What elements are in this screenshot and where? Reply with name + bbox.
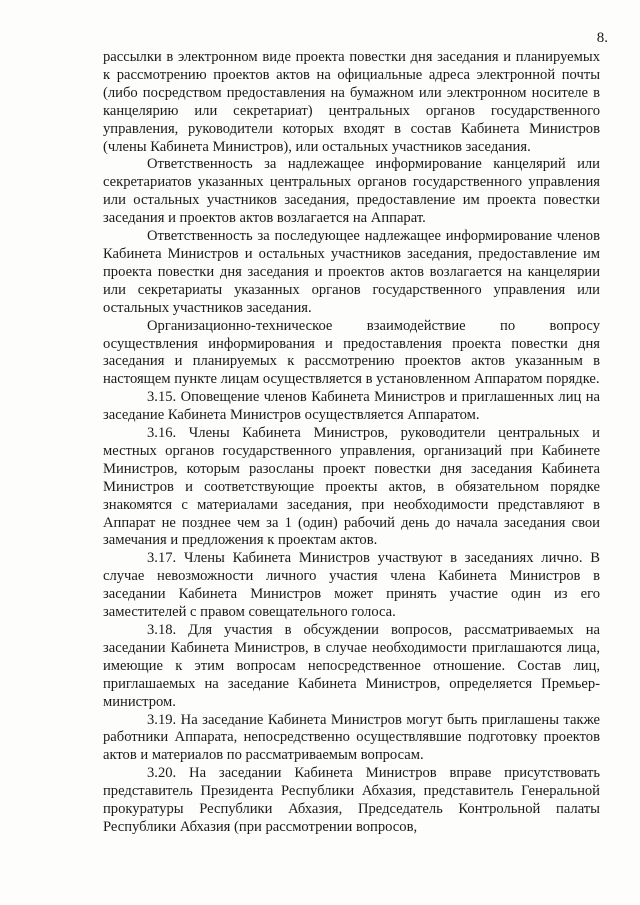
paragraph-3-17: 3.17. Члены Кабинета Министров участвуют в заседаниях лично. В случае невозможности личного участия члена Кабинета Министров в заседании Кабинета Министров может принять участие один из его заместителей с правом совещательного голоса. (103, 550, 600, 621)
paragraph-responsibility-informing: Ответственность за надлежащее информирование канцелярий или секретариатов указанных центральных органов государственного управления или остальных участников заседания, предоставление им проекта повестки заседания и проектов актов возлагается на Аппарат. (103, 156, 600, 227)
paragraph-responsibility-subsequent: Ответственность за последующее надлежащее информирование членов Кабинета Министров и остальных участников заседания, предоставление им проекта повестки дня заседания и проектов актов возлагается на канцелярии или секретариаты указанных органов государственного управления или остальных участников заседания. (103, 228, 600, 316)
paragraph-3-20: 3.20. На заседании Кабинета Министров вправе присутствовать представитель Президента Республики Абхазия, представитель Генеральной прокуратуры Республики Абхазия, Председатель Контрольной палаты Республики Абхазия (при рассмотрении вопросов, (103, 765, 600, 835)
paragraph-3-15: 3.15. Оповещение членов Кабинета Министров и приглашенных лиц на заседание Кабинета Министров осуществляется Аппаратом. (103, 389, 600, 424)
document-body (103, 49, 600, 837)
paragraph-3-18: 3.18. Для участия в обсуждении вопросов, рассматриваемых на заседании Кабинета Министров, в случае необходимости приглашаются лица, имеющие к этим вопросам непосредственное отношение. Состав лиц, приглашаемых на заседание Кабинета Министров, определяется Премьер-министром. (103, 622, 600, 710)
paragraph-mailing-continuation: рассылки в электронном виде проекта повестки дня заседания и планируемых к рассмотрению проектов актов на официальные адреса электронной почты (либо посредством предоставления на бумажном или электронном носителе в канцелярию или секретариат) центральных органов государственного управления, руководители которых входят в состав Кабинета Министров (члены Кабинета Министров), или остальных участников заседания. (103, 49, 600, 155)
paragraph-3-16: 3.16. Члены Кабинета Министров, руководители центральных и местных органов государственного управления, организаций при Кабинете Министров, которым разосланы проект повестки дня заседания Кабинета Министров и соответствующие проекты актов, в обязательном порядке знакомятся с материалами заседания, при необходимости представляют в Аппарат не позднее чем за 1 (один) рабочий день до начала заседания свои замечания и предложения к проектам актов. (103, 425, 600, 549)
page-number: 8. (596, 30, 608, 46)
paragraph-organizational-interaction: Организационно-техническое взаимодействие по вопросу осуществления информирования и предоставления проекта повестки дня заседания и планируемых к рассмотрению проектов актов указанным в настоящем пункте лицам осуществляется в установленном Аппаратом порядке. (103, 317, 600, 388)
paragraph-3-19: 3.19. На заседание Кабинета Министров могут быть приглашены также работники Аппарата, непосредственно осуществлявшие подготовку проектов актов и материалов по рассматриваемым вопросам. (103, 711, 600, 764)
